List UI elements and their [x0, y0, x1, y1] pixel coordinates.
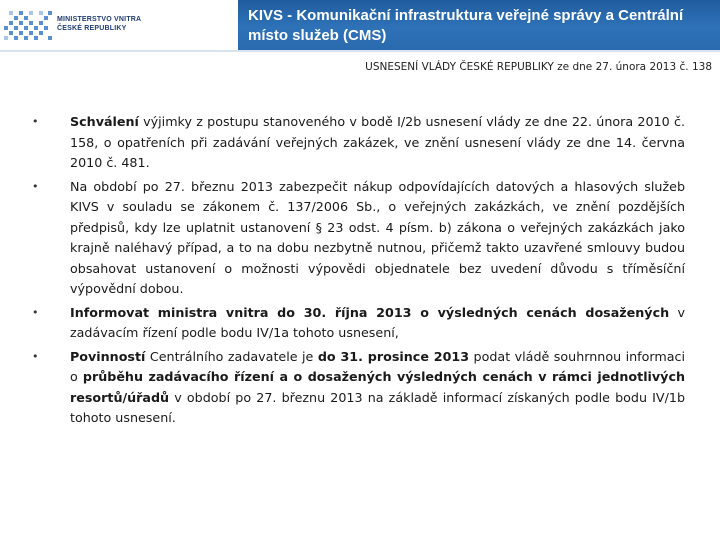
item-text: Na období po 27. březnu 2013 zabezpečit nákup odpovídajících datových a hlasových služeb KIVS v souladu se zákonem č. 137/2006 Sb., o veřejných zakázkách, ve znění pozdějších předpisů, kdy lze uplatnit ustanovení § 23 odst. 4 písm. b) zákona o veřejných zakázkách jako krajně naléhavý případ, a to na dobu nezbytně nutnou, přičemž takto uzavřené smlouvy budou obsahovat ustanovení o možnosti výpovědi objednatele bez uvedení důvodu s tříměsíční výpovědní dobou.	[70, 178, 685, 296]
header-bar	[0, 0, 720, 50]
ministry-logo-icon	[4, 6, 52, 44]
list-item	[30, 303, 685, 344]
bullet-icon: •	[32, 179, 39, 193]
ministry-logo-text	[57, 15, 141, 33]
bullet-icon: •	[32, 305, 39, 319]
item-text: v období po 27. březnu 2013 na základě informací získaných podle bodu IV/1b tohoto usnesení.	[70, 389, 685, 425]
list-item	[30, 112, 685, 174]
item-bold-text: do 31. prosince 2013	[317, 348, 470, 364]
page-title: KIVS - Komunikační infrastruktura veřejné správy a Centrální místo služeb (CMS)	[248, 7, 684, 44]
item-bold-text: Informovat ministra vnitra do 30. října 2013 o výsledných cenách dosažených	[70, 304, 670, 320]
bullet-list	[30, 112, 685, 432]
logo-line-1: MINISTERSTVO VNITRA	[57, 16, 142, 23]
list-item	[30, 177, 685, 300]
logo-line-2: ČESKÉ REPUBLIKY	[57, 25, 127, 32]
ministry-logo	[0, 0, 238, 50]
bullet-icon: •	[32, 349, 39, 363]
item-bold-text: průběhu zadávacího řízení a o dosažených výsledných cenách v rámci jednotlivých resortů/úřadů	[70, 369, 685, 405]
item-text: výjimky z postupu stanoveného v bodě I/2b usnesení vlády ze dne 22. února 2010 č. 158, o opatřeních při zadávání veřejných zakázek, ve znění usnesení vlády ze dne 14. června 2010 č. 481.	[70, 114, 685, 170]
header-divider	[0, 50, 720, 52]
resolution-reference: USNESENÍ VLÁDY ČESKÉ REPUBLIKY ze dne 27. února 2013 č. 138	[365, 61, 712, 73]
item-bold-text: Schválení	[70, 114, 139, 129]
list-item	[30, 347, 685, 429]
bullet-icon: •	[32, 115, 39, 128]
item-text: v zadávacím řízení podle bodu IV/1a tohoto usnesení,	[70, 304, 685, 340]
item-text: Centrálního zadavatele je	[145, 348, 318, 364]
item-text: podat vládě souhrnnou informaci o	[70, 348, 686, 384]
item-bold-text: Povinností	[70, 348, 146, 364]
